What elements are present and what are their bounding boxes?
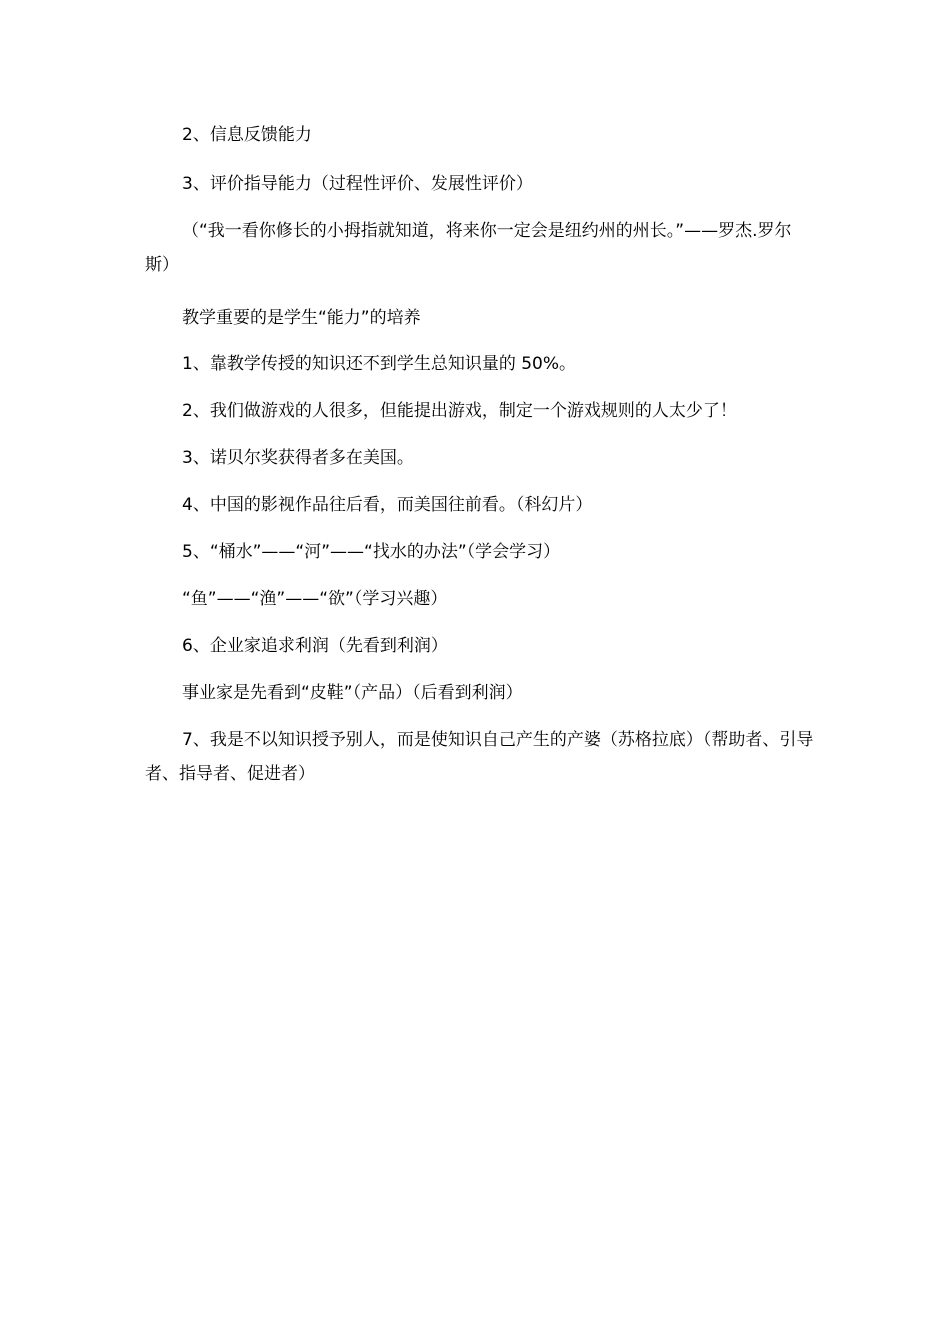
paragraph-quote-rolls: （“我一看你修长的小拇指就知道，将来你一定会是纽约州的州长。”——罗杰.罗尔斯） <box>145 221 792 275</box>
paragraph-item-2: 2、我们做游戏的人很多，但能提出游戏，制定一个游戏规则的人太少了！ <box>182 401 737 421</box>
paragraph-item-1: 1、靠教学传授的知识还不到学生总知识量的 50%。 <box>182 354 577 374</box>
paragraph-item-6: 6、企业家追求利润（先看到利润） <box>182 636 448 656</box>
paragraph-item-5: 5、“桶水”——“河”——“找水的办法”（学会学习） <box>182 542 561 562</box>
paragraph-item-4: 4、中国的影视作品往后看，而美国往前看。（科幻片） <box>182 495 593 515</box>
paragraph-item-3: 3、诺贝尔奖获得者多在美国。 <box>182 448 414 468</box>
paragraph-item-7-socrates: 7、我是不以知识授予别人，而是使知识自己产生的产婆（苏格拉底）（帮助者、引导者、指导者、促进者） <box>145 730 814 784</box>
paragraph-entrepreneur: 事业家是先看到“皮鞋”（产品）（后看到利润） <box>182 683 523 703</box>
paragraph-info-feedback: 2、信息反馈能力 <box>182 125 312 145</box>
paragraph-fish-interest: “鱼”——“渔”——“欲”（学习兴趣） <box>182 589 448 609</box>
paragraph-ability-cultivation: 教学重要的是学生“能力”的培养 <box>182 308 421 328</box>
paragraph-evaluation-guidance: 3、评价指导能力（过程性评价、发展性评价） <box>182 174 533 194</box>
